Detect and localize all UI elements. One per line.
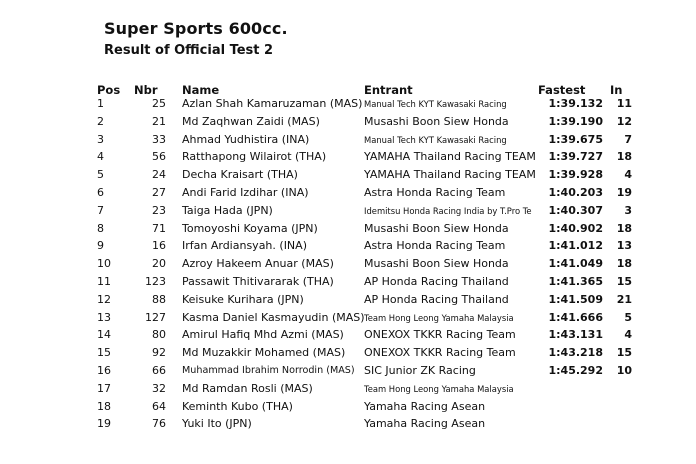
fastest-cell: 1:40.203 <box>548 186 603 199</box>
fastest-cell: 1:45.292 <box>548 364 603 377</box>
nbr-cell: 21 <box>152 114 166 128</box>
fastest-cell: 1:41.666 <box>548 310 603 324</box>
name-cell: Passawit Thitivararak (THA) <box>182 275 334 288</box>
entrant-cell: Idemitsu Honda Racing India by T.Pro Te <box>364 205 532 216</box>
table-row <box>0 346 696 363</box>
name-cell: Ratthapong Wilairot (THA) <box>182 150 327 164</box>
pos-cell: 1 <box>97 97 104 110</box>
entrant-cell: Astra Honda Racing Team <box>364 239 506 253</box>
pos-cell: 3 <box>97 132 104 146</box>
pos-cell: 11 <box>97 275 111 288</box>
table-row <box>0 364 696 381</box>
table-row <box>0 382 696 399</box>
in-cell: 5 <box>624 310 632 324</box>
pos-cell: 18 <box>97 399 111 413</box>
pos-cell: 8 <box>97 221 104 235</box>
fastest-cell: 1:40.902 <box>548 221 603 235</box>
in-cell: 18 <box>616 257 632 271</box>
nbr-cell: 76 <box>152 417 166 431</box>
entrant-cell: ONEXOX TKKR Racing Team <box>364 328 516 342</box>
table-row <box>0 204 696 221</box>
fastest-cell: 1:39.190 <box>548 114 603 128</box>
nbr-cell: 127 <box>145 310 166 324</box>
in-cell: 18 <box>616 221 632 235</box>
in-cell: 4 <box>624 168 632 182</box>
entrant-cell: YAMAHA Thailand Racing TEAM <box>364 168 536 182</box>
in-cell: 11 <box>616 97 632 110</box>
table-row <box>0 222 696 239</box>
name-cell: Amirul Hafiq Mhd Azmi (MAS) <box>182 328 344 342</box>
pos-cell: 4 <box>97 150 104 164</box>
nbr-cell: 88 <box>152 292 166 306</box>
table-row <box>0 239 696 256</box>
header-entrant: Entrant <box>364 83 413 97</box>
name-cell: Taiga Hada (JPN) <box>182 203 273 217</box>
name-cell: Keisuke Kurihara (JPN) <box>182 292 304 306</box>
pos-cell: 10 <box>97 257 111 271</box>
header-in: In <box>610 83 623 97</box>
name-cell: Keminth Kubo (THA) <box>182 399 293 413</box>
fastest-cell: 1:41.012 <box>548 239 603 253</box>
name-cell: Decha Kraisart (THA) <box>182 168 298 182</box>
table-row <box>0 186 696 203</box>
pos-cell: 2 <box>97 114 104 128</box>
fastest-cell: 1:39.928 <box>548 168 603 182</box>
name-cell: Md Muzakkir Mohamed (MAS) <box>182 346 346 360</box>
name-cell: Ahmad Yudhistira (INA) <box>182 132 310 146</box>
in-cell: 3 <box>624 203 632 217</box>
pos-cell: 15 <box>97 346 111 360</box>
nbr-cell: 71 <box>152 221 166 235</box>
in-cell: 19 <box>616 186 632 199</box>
pos-cell: 16 <box>97 364 111 377</box>
table-row <box>0 400 696 417</box>
table-row <box>0 97 696 114</box>
in-cell: 18 <box>616 150 632 164</box>
fastest-cell: 1:39.675 <box>548 132 603 146</box>
header-fastest: Fastest <box>538 83 586 97</box>
table-row <box>0 257 696 274</box>
in-cell: 7 <box>624 132 632 146</box>
entrant-cell: AP Honda Racing Thailand <box>364 292 509 306</box>
name-cell: Tomoyoshi Koyama (JPN) <box>182 221 318 235</box>
in-cell: 4 <box>624 328 632 342</box>
table-row <box>0 293 696 310</box>
entrant-cell: Manual Tech KYT Kawasaki Racing <box>364 134 507 145</box>
entrant-cell: Team Hong Leong Yamaha Malaysia <box>364 383 514 394</box>
entrant-cell: AP Honda Racing Thailand <box>364 275 509 288</box>
pos-cell: 17 <box>97 381 111 395</box>
name-cell: Kasma Daniel Kasmayudin (MAS) <box>182 310 365 324</box>
name-cell: Azroy Hakeem Anuar (MAS) <box>182 257 334 271</box>
entrant-cell: Yamaha Racing Asean <box>364 399 486 413</box>
in-cell: 12 <box>616 114 632 128</box>
header-name: Name <box>182 83 220 97</box>
name-cell: Muhammad Ibrahim Norrodin (MAS) <box>182 365 355 376</box>
entrant-cell: Team Hong Leong Yamaha Malaysia <box>364 312 514 323</box>
nbr-cell: 80 <box>152 328 166 342</box>
nbr-cell: 92 <box>152 346 166 360</box>
entrant-cell: Musashi Boon Siew Honda <box>364 257 509 271</box>
name-cell: Yuki Ito (JPN) <box>182 417 252 431</box>
in-cell: 15 <box>616 275 632 288</box>
pos-cell: 5 <box>97 168 104 182</box>
nbr-cell: 24 <box>152 168 166 182</box>
table-row <box>0 328 696 345</box>
entrant-cell: Manual Tech KYT Kawasaki Racing <box>364 99 507 109</box>
name-cell: Azlan Shah Kamaruzaman (MAS) <box>182 97 363 110</box>
table-row <box>0 275 696 292</box>
fastest-cell: 1:41.365 <box>548 275 603 288</box>
entrant-cell: Musashi Boon Siew Honda <box>364 114 509 128</box>
name-cell: Irfan Ardiansyah. (INA) <box>182 239 307 253</box>
pos-cell: 6 <box>97 186 104 199</box>
fastest-cell: 1:41.049 <box>548 257 603 271</box>
header-nbr: Nbr <box>134 83 158 97</box>
table-row <box>0 311 696 328</box>
nbr-cell: 66 <box>152 364 166 377</box>
nbr-cell: 20 <box>152 257 166 271</box>
document-title: Super Sports 600cc. <box>104 19 288 38</box>
in-cell: 21 <box>616 292 632 306</box>
nbr-cell: 23 <box>152 203 166 217</box>
nbr-cell: 27 <box>152 186 166 199</box>
entrant-cell: Musashi Boon Siew Honda <box>364 221 509 235</box>
table-row <box>0 133 696 150</box>
nbr-cell: 32 <box>152 381 166 395</box>
entrant-cell: YAMAHA Thailand Racing TEAM <box>364 150 536 164</box>
nbr-cell: 25 <box>152 97 166 110</box>
nbr-cell: 123 <box>145 275 166 288</box>
in-cell: 13 <box>616 239 632 253</box>
pos-cell: 19 <box>97 417 111 431</box>
nbr-cell: 33 <box>152 132 166 146</box>
name-cell: Andi Farid Izdihar (INA) <box>182 186 309 199</box>
fastest-cell: 1:40.307 <box>548 203 603 217</box>
name-cell: Md Ramdan Rosli (MAS) <box>182 381 313 395</box>
pos-cell: 9 <box>97 239 104 253</box>
in-cell: 15 <box>616 346 632 360</box>
table-row <box>0 168 696 185</box>
document-subtitle: Result of Official Test 2 <box>104 43 274 58</box>
nbr-cell: 56 <box>152 150 166 164</box>
header-pos: Pos <box>97 83 121 97</box>
entrant-cell: Yamaha Racing Asean <box>364 417 486 431</box>
fastest-cell: 1:39.132 <box>548 97 603 110</box>
fastest-cell: 1:39.727 <box>548 150 603 164</box>
in-cell: 10 <box>616 364 632 377</box>
entrant-cell: ONEXOX TKKR Racing Team <box>364 346 516 360</box>
table-row <box>0 150 696 167</box>
nbr-cell: 16 <box>152 239 166 253</box>
table-row <box>0 115 696 132</box>
table-row <box>0 417 696 434</box>
name-cell: Md Zaqhwan Zaidi (MAS) <box>182 114 320 128</box>
pos-cell: 14 <box>97 328 111 342</box>
entrant-cell: Astra Honda Racing Team <box>364 186 506 199</box>
fastest-cell: 1:43.131 <box>548 328 603 342</box>
fastest-cell: 1:43.218 <box>548 346 603 360</box>
pos-cell: 12 <box>97 292 111 306</box>
fastest-cell: 1:41.509 <box>548 292 603 306</box>
pos-cell: 13 <box>97 310 111 324</box>
nbr-cell: 64 <box>152 399 166 413</box>
pos-cell: 7 <box>97 203 104 217</box>
entrant-cell: SIC Junior ZK Racing <box>364 364 476 377</box>
